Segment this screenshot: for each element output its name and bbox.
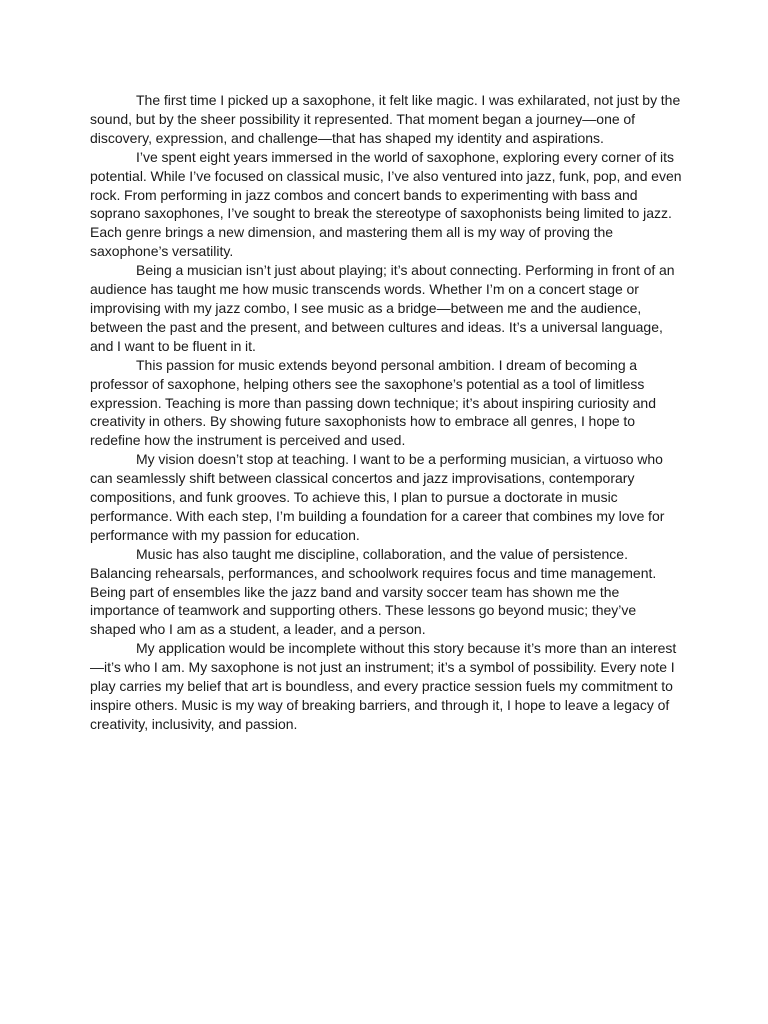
essay-paragraph-7: My application would be incomplete without this story because it’s more than an interest—it’s who I am. My saxophone is not just an instrument; it’s a symbol of possibility. Every note I play carries my belief that art is boundless, and every practice session fuels my commitment to inspire others. Music is my way of breaking barriers, and through it, I hope to leave a legacy of creativity, inclusivity, and passion. [90,640,677,732]
essay-paragraph-1: The first time I picked up a saxophone, it felt like magic. I was exhilarated, not just by the sound, but by the sheer possibility it represented. That moment began a journey—one of discovery, expression, and challenge—that has shaped my identity and aspirations. [90,92,681,146]
essay-paragraph-4: This passion for music extends beyond personal ambition. I dream of becoming a professor of saxophone, helping others see the saxophone’s potential as a tool of limitless expression. Teaching is more than passing down technique; it’s about inspiring curiosity and creativity in others. By showing future saxophonists how to embrace all genres, I hope to redefine how the instrument is perceived and used. [90,356,656,449]
essay-body [90,91,682,734]
essay-paragraph-3: Being a musician isn’t just about playing; it’s about connecting. Performing in front of an audience has taught me how music transcends words. Whether I’m on a concert stage or improvising with my jazz combo, I see music as a bridge—between me and the audience, between the past and the present, and between cultures and ideas. It’s a universal language, and I want to be fluent in it. [90,262,675,354]
essay-paragraph-2: I’ve spent eight years immersed in the world of saxophone, exploring every corner of its potential. While I’ve focused on classical music, I’ve also ventured into jazz, funk, pop, and even rock. From performing in jazz combos and concert bands to experimenting with bass and soprano saxophones, I’ve sought to break the stereotype of saxophonists being limited to jazz. Each genre brings a new dimension, and mastering them all is my way of proving the saxophone’s versatility. [90,148,682,260]
essay-paragraph-5: My vision doesn’t stop at teaching. I want to be a performing musician, a virtuoso who can seamlessly shift between classical concertos and jazz improvisations, contemporary compositions, and funk grooves. To achieve this, I plan to pursue a doctorate in music performance. With each step, I’m building a foundation for a career that combines my love for performance with my passion for education. [90,451,665,543]
essay-paragraph-6: Music has also taught me discipline, collaboration, and the value of persistence. Balancing rehearsals, performances, and schoolwork requires focus and time management. Being part of ensembles like the jazz band and varsity soccer team has shown me the importance of teamwork and supporting others. These lessons go beyond music; they’ve shaped who I am as a student, a leader, and a person. [90,545,657,638]
